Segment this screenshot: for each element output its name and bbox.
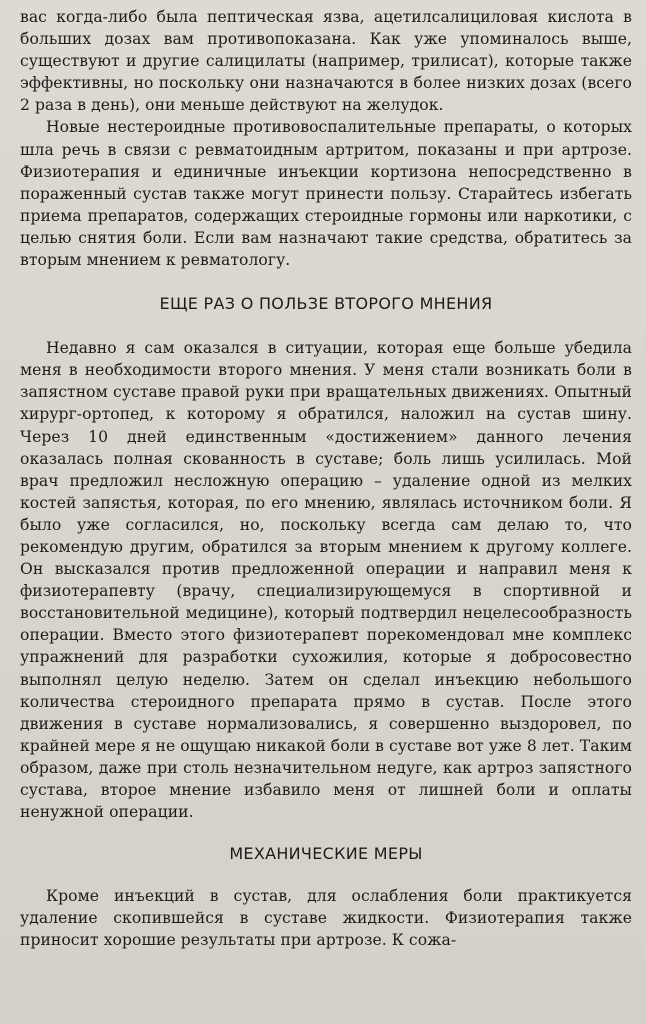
paragraph-second-opinion-story: Недавно я сам оказался в ситуации, которая еще больше убедила меня в необходимости второго мнения. У меня стали возникать боли в запястном суставе правой руки при вращательных движениях. Опытный хирург-ортопед, к которому я обратился, наложил на сустав шину. Через 10 дней единственным «достижением» данного лечения оказалась полная скованность в суставе; боль лишь усилилась. Мой врач предложил несложную операцию – удаление одной из мелких костей запястья, которая, по его мнению, являлась источником боли. Я было уже согласился, но, поскольку всегда сам делаю то, что рекомендую другим, обратился за вторым мнением к другому коллеге. Он высказался против предложенной операции и направил меня к физиотерапевту (врачу, специализирующемуся в спортивной и восстановительной медицине), который подтвердил нецелесообразность операции. Вместо этого физиотерапевт порекомендовал мне комплекс упражнений для разработки сухожилия, которые я добросовестно выполнял целую неделю. Затем он сделал инъекцию небольшого количества стероидного препарата прямо в сустав. После этого движения в суставе нормализовались, я совершенно выздоровел, по крайней мере я не ощущаю никакой боли в суставе вот уже 8 лет. Таким образом, даже при столь незначительном недуге, как артроз запястного сустава, второе мнение избавило меня от лишней боли и оплаты ненужной операции. xyxy=(20,339,632,822)
text-column xyxy=(20,6,632,951)
section-heading-second-opinion: ЕЩЕ РАЗ О ПОЛЬЗЕ ВТОРОГО МНЕНИЯ xyxy=(159,294,493,314)
paragraph-mechanical-measures: Кроме инъекций в сустав, для ослабления боли практикуется удаление скопившейся в суставе жидкости. Физиотерапия также приносит хорошие результаты при артрозе. К сожа- xyxy=(20,887,632,950)
paragraph-nsaids: Новые нестероидные противовоспалительные препараты, о которых шла речь в связи с ревматоидным артритом, показаны и при артрозе. Физиотерапия и единичные инъекции кортизона непосредственно в пораженный сустав также могут принести пользу. Старайтесь избегать приема препаратов, содержащих стероидные гормоны или наркотики, с целью снятия боли. Если вам назначают такие средства, обратитесь за вторым мнением к ревматологу. xyxy=(20,118,632,270)
paragraph-salicylates: вас когда-либо была пептическая язва, ацетилсалициловая кислота в больших дозах вам противопоказана. Как уже упоминалось выше, существуют и другие салицилаты (например, трилисат), которые также эффективны, но поскольку они назначаются в более низких дозах (всего 2 раза в день), они меньше действуют на желудок. xyxy=(20,8,632,115)
section-heading-mechanical-measures: МЕХАНИЧЕСКИЕ МЕРЫ xyxy=(229,844,423,864)
